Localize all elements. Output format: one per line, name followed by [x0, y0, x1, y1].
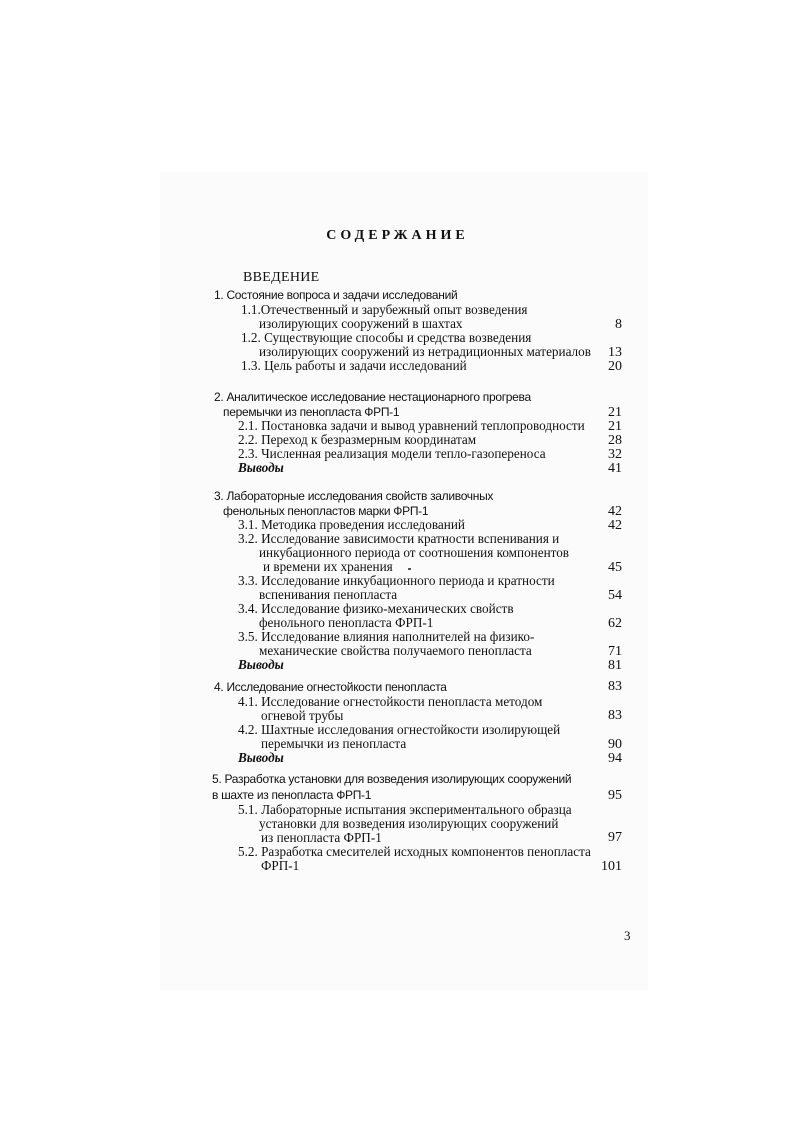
toc-entry-1-2-cont: изолирующих сооружений из нетрадиционных материалов	[259, 344, 591, 359]
toc-page-2-3: 32	[608, 447, 622, 462]
section-4-heading: 4. Исследование огнестойкости пенопласта	[214, 680, 447, 694]
toc-page-section-3: 42	[608, 504, 622, 519]
toc-entry-3-2: 3.2. Исследование зависимости кратности вспенивания и	[238, 531, 560, 546]
toc-page-section-4: 83	[608, 679, 622, 694]
toc-entry-5-1: 5.1. Лабораторные испытания экспериментального образца	[238, 802, 572, 817]
toc-page-section-5: 95	[608, 788, 622, 803]
toc-entry-3-4: 3.4. Исследование физико-механических свойств	[238, 601, 514, 616]
section-5-heading: 5. Разработка установки для возведения изолирующих сооружений	[212, 772, 572, 786]
toc-entry-4-1: 4.1. Исследование огнестойкости пенопласта методом	[238, 694, 543, 709]
toc-conclusions-3: Выводы	[238, 657, 284, 672]
toc-entry-2-2: 2.2. Переход к безразмерным координатам	[238, 432, 477, 447]
section-5-heading-cont: в шахте из пенопласта ФРП-1	[212, 788, 372, 802]
section-2-heading-cont: перемычки из пенопласта ФРП-1	[223, 405, 400, 419]
toc-conclusions-2: Выводы	[238, 460, 284, 475]
toc-entry-3-3: 3.3. Исследование инкубационного периода и кратности	[238, 573, 555, 588]
toc-page-1-2: 13	[608, 345, 622, 360]
toc-entry-3-5: 3.5. Исследование влияния наполнителей на физико-	[238, 629, 535, 644]
toc-page-1-3: 20	[608, 359, 622, 374]
toc-page-5-1: 97	[608, 830, 622, 845]
scan-speck	[408, 568, 411, 570]
toc-entry-2-1: 2.1. Постановка задачи и вывод уравнений теплопроводности	[238, 418, 585, 433]
toc-page-conclusions-2: 41	[608, 461, 622, 476]
section-3-heading: 3. Лабораторные исследования свойств заливочных	[214, 489, 494, 503]
toc-entry-3-3-cont: вспенивания пенопласта	[259, 587, 398, 602]
toc-entry-3-2-cont: инкубационного периода от соотношения компонентов	[259, 545, 570, 560]
toc-page-3-2: 45	[608, 560, 622, 575]
toc-entry-4-1-cont: огневой трубы	[261, 708, 344, 723]
toc-conclusions-4: Выводы	[238, 750, 284, 765]
toc-page-1-1: 8	[615, 317, 622, 332]
section-1-heading: 1. Состояние вопроса и задачи исследований	[214, 288, 458, 302]
toc-entry-3-4-cont: фенольного пенопласта ФРП-1	[259, 615, 434, 630]
toc-entry-3-1: 3.1. Методика проведения исследований	[238, 517, 465, 532]
toc-entry-3-2-cont2: и времени их хранения	[263, 559, 393, 574]
toc-entry-5-1-cont2: из пенопласта ФРП-1	[261, 830, 382, 845]
page-number: 3	[624, 928, 631, 943]
toc-title: СОДЕРЖАНИЕ	[326, 228, 469, 243]
toc-page-conclusions-4: 94	[608, 751, 622, 766]
toc-page-2-2: 28	[608, 433, 622, 448]
toc-entry-4-2: 4.2. Шахтные исследования огнестойкости изолирующей	[238, 722, 561, 737]
toc-page-conclusions-3: 81	[608, 658, 622, 673]
intro-heading: ВВЕДЕНИЕ	[243, 270, 320, 285]
section-3-heading-cont: фенольных пенопластов марки ФРП-1	[223, 504, 429, 518]
toc-page-5-2: 101	[601, 859, 622, 874]
toc-entry-1-1-cont: изолирующих сооружений в шахтах	[259, 316, 463, 331]
toc-page-4-2: 90	[608, 737, 622, 752]
toc-page-3-5: 71	[608, 644, 622, 659]
toc-page-3-3: 54	[608, 588, 622, 603]
toc-entry-5-2-cont: ФРП-1	[261, 858, 300, 873]
toc-page-3-1: 42	[608, 518, 622, 533]
toc-entry-5-2: 5.2. Разработка смесителей исходных компонентов пенопласта	[238, 844, 591, 859]
toc-entry-1-2: 1.2. Существующие способы и средства возведения	[241, 330, 532, 345]
toc-entry-3-5-cont: механические свойства получаемого пенопласта	[259, 643, 532, 658]
toc-entry-1-3: 1.3. Цель работы и задачи исследований	[241, 358, 467, 373]
toc-page-2-1: 21	[608, 419, 622, 434]
toc-entry-2-3: 2.3. Численная реализация модели тепло-газопереноса	[238, 446, 546, 461]
section-2-heading: 2. Аналитическое исследование нестационарного прогрева	[214, 390, 531, 404]
toc-entry-5-1-cont: установки для возведения изолирующих сооружений	[259, 816, 559, 831]
toc-entry-1-1: 1.1.Отечественный и зарубежный опыт возведения	[241, 302, 528, 317]
toc-entry-4-2-cont: перемычки из пенопласта	[261, 736, 407, 751]
toc-page-3-4: 62	[608, 616, 622, 631]
toc-page-4-1: 83	[608, 708, 622, 723]
toc-page-section-2: 21	[608, 405, 622, 420]
